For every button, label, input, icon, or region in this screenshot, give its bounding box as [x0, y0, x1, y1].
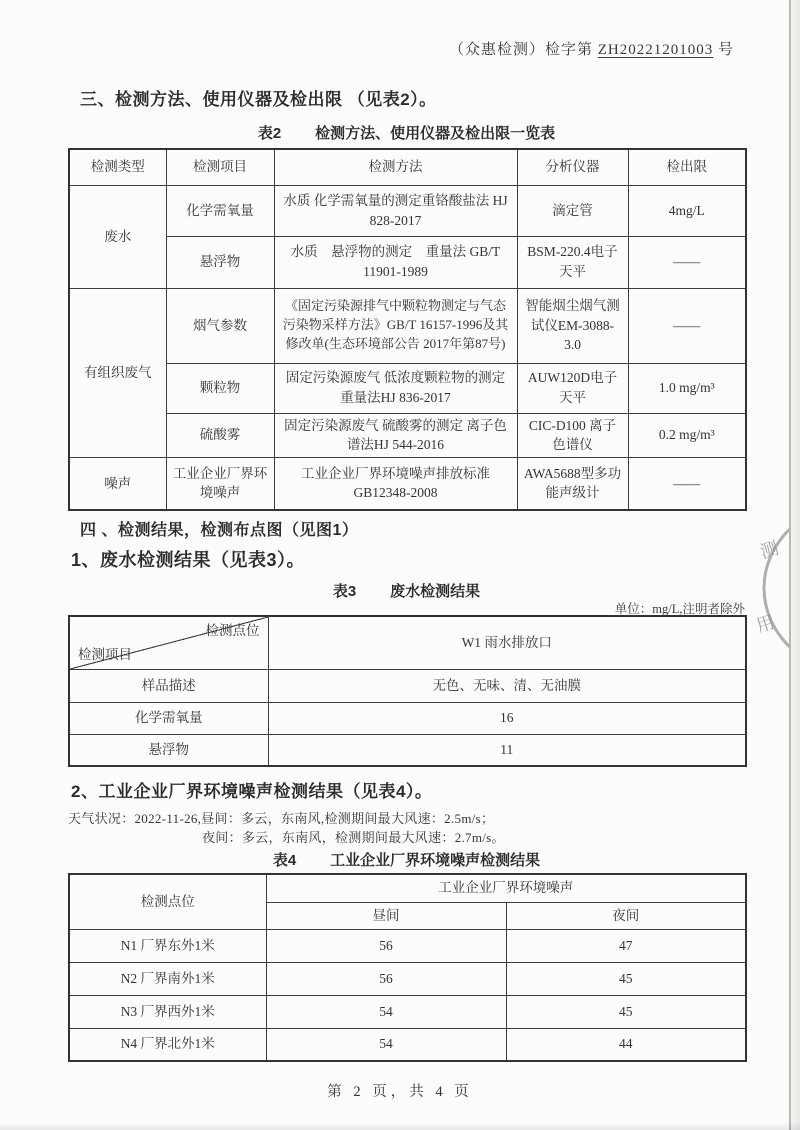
- type-cell-noise: 噪声: [69, 457, 166, 510]
- sub1-heading: 1、废水检测结果（见表3）。: [71, 550, 306, 570]
- type-cell-organized-gas: 有组织废气: [69, 288, 166, 457]
- item-cell: 硫酸雾: [166, 413, 274, 457]
- header-cell: 检测项目: [166, 149, 274, 185]
- instrument-cell: 滴定管: [517, 185, 628, 236]
- table-row: [69, 185, 746, 236]
- site-cell: W1 雨水排放口: [268, 616, 746, 669]
- header-cell: 检测类型: [69, 149, 166, 185]
- stamp-character-top: 测: [757, 537, 781, 563]
- scan-edge-shade: [791, 0, 800, 1130]
- weather-line1: 天气状况：2022-11-26,昼间：多云，东南风,检测期间最大风速：2.5m/s；: [68, 811, 495, 826]
- value-cell: 11: [268, 734, 746, 766]
- method-cell: 水质 化学需氧量的测定重铬酸盐法 HJ 828-2017: [274, 185, 517, 236]
- group-header-cell: 工业企业厂界环境噪声: [266, 874, 746, 902]
- report-number: ZH20221201003: [597, 42, 714, 58]
- value-cell: 无色、无味、清、无油膜: [268, 669, 746, 702]
- table-header-row: [69, 149, 746, 185]
- table-row: [69, 1028, 746, 1061]
- value-cell: 16: [268, 702, 746, 734]
- method-cell: 工业企业厂界环境噪声排放标准 GB12348-2008: [274, 457, 517, 510]
- table-row: [69, 236, 746, 288]
- night-value-cell: 45: [506, 995, 746, 1028]
- item-cell: 化学需氧量: [69, 702, 268, 734]
- section3-heading: 三、检测方法、使用仪器及检出限 （见表2）。: [80, 90, 437, 109]
- table2-caption: [68, 122, 745, 143]
- point-cell: N4 厂界北外1米: [69, 1028, 266, 1061]
- scan-bottom-shade: [0, 1122, 800, 1130]
- night-header-cell: 夜间: [506, 902, 746, 929]
- wastewater-results-table: [68, 615, 747, 767]
- point-header-cell: 检测点位: [69, 874, 266, 929]
- limit-cell: ——: [628, 288, 746, 363]
- table-row: [69, 702, 746, 734]
- method-cell: 《固定污染源排气中颗粒物测定与气态污染物采样方法》GB/T 16157-1996及其修改单(生态环境部公告 2017年第87号): [274, 288, 517, 363]
- table-header-row: [69, 874, 746, 902]
- unit-note: 单位：mg/L,注明者除外: [614, 602, 745, 616]
- instrument-cell: AUW120D电子天平: [517, 363, 628, 413]
- diagonal-header-cell: [69, 616, 268, 669]
- table-header-row: [69, 616, 746, 669]
- limit-cell: 1.0 mg/m³: [628, 363, 746, 413]
- header-cell: 分析仪器: [517, 149, 628, 185]
- table-row: [69, 929, 746, 962]
- diagonal-bottom-label: 检测项目: [78, 646, 132, 662]
- table2-caption-label: 表2: [257, 125, 282, 142]
- item-cell: 悬浮物: [69, 734, 268, 766]
- diagonal-top-label: 检测点位: [205, 623, 260, 638]
- type-cell-wastewater: 废水: [69, 185, 166, 288]
- report-number-prefix: （众惠检测）检字第: [448, 42, 593, 58]
- table-row: [69, 288, 746, 363]
- night-value-cell: 45: [506, 962, 746, 995]
- table-row: [69, 457, 746, 510]
- sub2-heading: 2、工业企业厂界环境噪声检测结果（见表4）。: [71, 782, 433, 801]
- table-row: [69, 962, 746, 995]
- header-cell: 检出限: [628, 149, 746, 185]
- day-value-cell: 56: [266, 929, 506, 962]
- point-cell: N2 厂界南外1米: [69, 962, 266, 995]
- table-row: [69, 363, 746, 413]
- limit-cell: ——: [628, 457, 746, 510]
- table4-caption: [68, 849, 745, 870]
- night-value-cell: 47: [506, 929, 746, 962]
- stamp-arc: [744, 498, 790, 678]
- day-header-cell: 昼间: [266, 902, 506, 929]
- item-cell: 化学需氧量: [166, 185, 274, 236]
- instrument-cell: 智能烟尘烟气测试仪EM-3088-3.0: [517, 288, 628, 363]
- table-row: [69, 413, 746, 457]
- stamp-character-bottom: 用: [753, 611, 777, 637]
- instrument-cell: AWA5688型多功能声级计: [517, 457, 628, 510]
- point-cell: N3 厂界西外1米: [69, 995, 266, 1028]
- table3-caption-title: 废水检测结果: [390, 583, 481, 600]
- point-cell: N1 厂界东外1米: [69, 929, 266, 962]
- day-value-cell: 54: [266, 1028, 506, 1061]
- table4-caption-label: 表4: [272, 852, 297, 869]
- instrument-cell: BSM-220.4电子天平: [517, 236, 628, 288]
- day-value-cell: 56: [266, 962, 506, 995]
- header-cell: 检测方法: [274, 149, 517, 185]
- methods-table: [68, 148, 747, 511]
- night-value-cell: 44: [506, 1028, 746, 1061]
- table4-caption-title: 工业企业厂界环境噪声检测结果: [330, 852, 541, 869]
- method-cell: 水质 悬浮物的测定 重量法 GB/T 11901-1989: [274, 236, 517, 288]
- limit-cell: ——: [628, 236, 746, 288]
- item-cell: 颗粒物: [166, 363, 274, 413]
- table-row: [69, 995, 746, 1028]
- item-cell: 烟气参数: [166, 288, 274, 363]
- partial-stamp: [744, 498, 790, 678]
- limit-cell: 4mg/L: [628, 185, 746, 236]
- table2-caption-title: 检测方法、使用仪器及检出限一览表: [315, 125, 556, 142]
- limit-cell: 0.2 mg/m³: [628, 413, 746, 457]
- table-row: [69, 734, 746, 766]
- report-number-suffix: 号: [717, 42, 734, 58]
- table-row: [69, 669, 746, 702]
- table3-caption-label: 表3: [332, 583, 357, 600]
- instrument-cell: CIC-D100 离子色谱仪: [517, 413, 628, 457]
- day-value-cell: 54: [266, 995, 506, 1028]
- item-cell: 悬浮物: [166, 236, 274, 288]
- method-cell: 固定污染源废气 低浓度颗粒物的测定 重量法HJ 836-2017: [274, 363, 517, 413]
- section4-heading: 四 、检测结果，检测布点图（见图1）: [80, 522, 359, 539]
- report-number-line: [449, 38, 734, 59]
- item-cell: 样品描述: [69, 669, 268, 702]
- method-cell: 固定污染源废气 硫酸雾的测定 离子色谱法HJ 544-2016: [274, 413, 517, 457]
- table3-caption: [68, 580, 745, 601]
- weather-line2: 夜间：多云，东南风，检测期间最大风速：2.7m/s。: [202, 830, 505, 845]
- item-cell: 工业企业厂界环境噪声: [166, 457, 274, 510]
- page-number: 第 2 页，共 4 页: [327, 1084, 473, 1100]
- noise-results-table: [68, 873, 747, 1062]
